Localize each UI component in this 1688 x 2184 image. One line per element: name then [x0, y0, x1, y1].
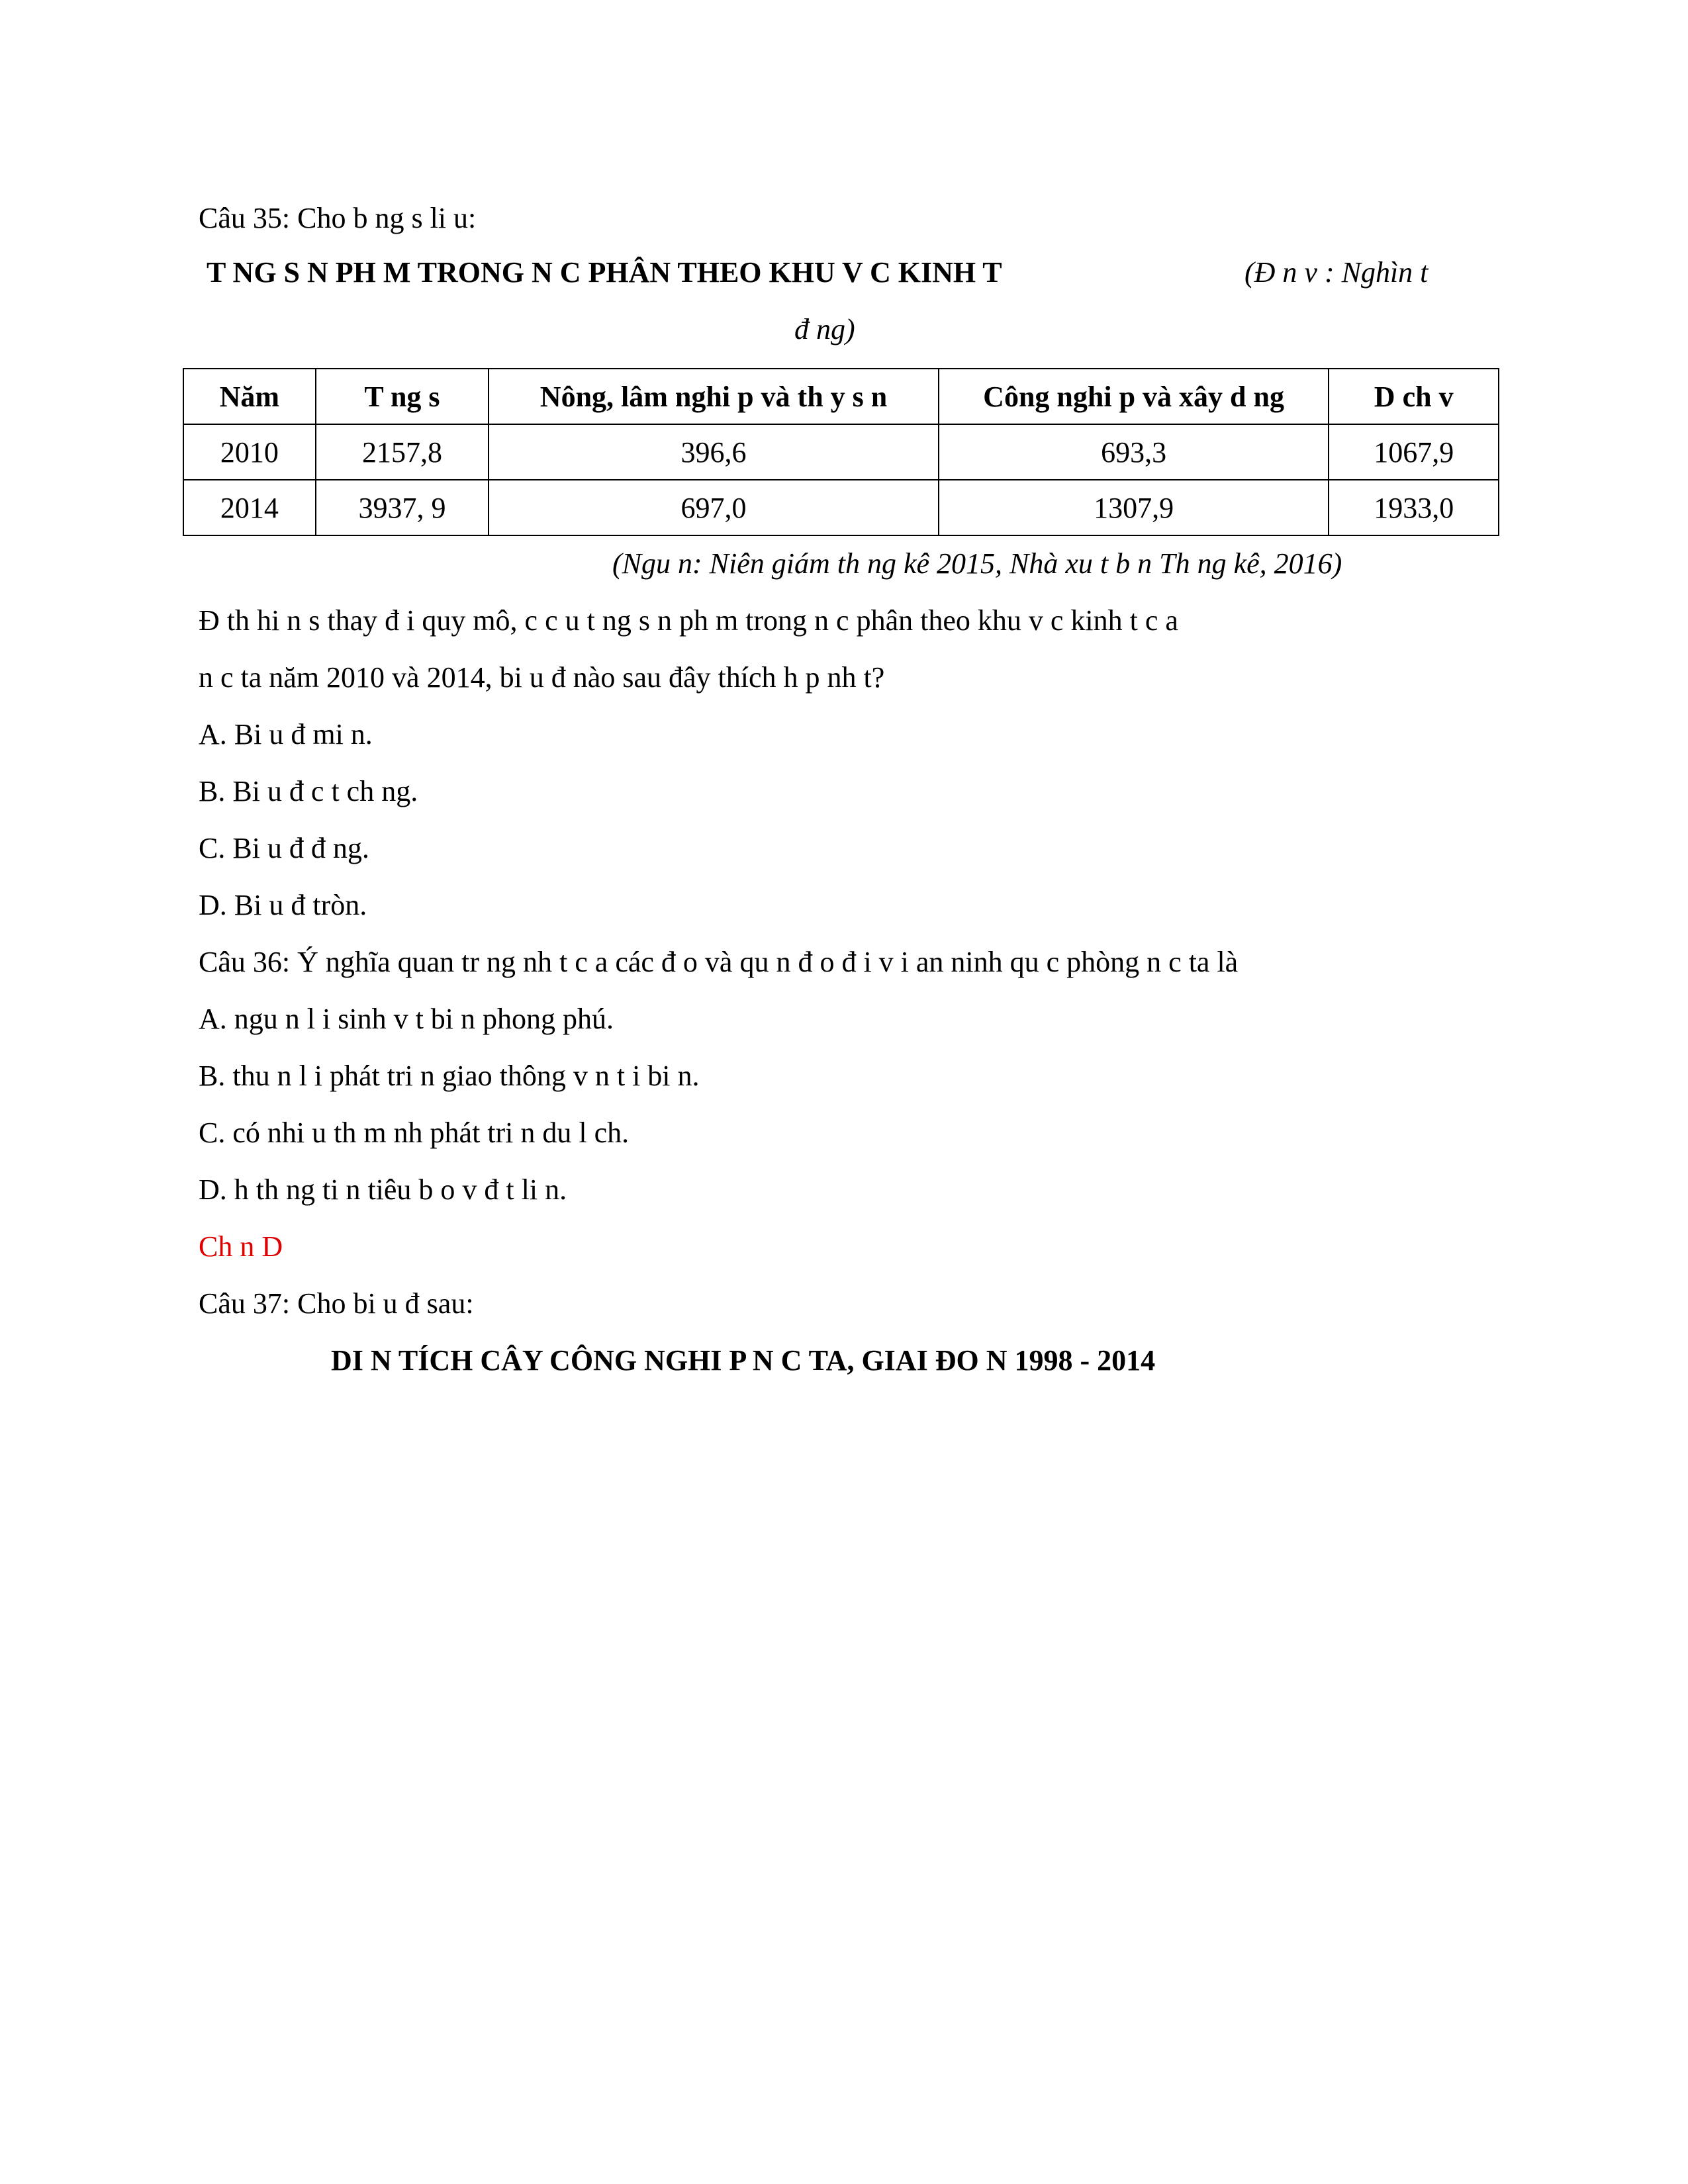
cell-agriculture: 697,0	[489, 480, 939, 535]
cell-total: 2157,8	[316, 424, 489, 480]
header-total: T ng s	[316, 369, 489, 424]
cell-year: 2010	[183, 424, 316, 480]
q35-table-title: T NG S N PH M TRONG N C PHÂN THEO KHU V C KINH T	[207, 256, 1002, 289]
q35-question-line2: n c ta năm 2010 và 2014, bi u đ nào sau đây thích h p nh t?	[199, 661, 885, 694]
header-agriculture: Nông, lâm nghi p và th y s n	[489, 369, 939, 424]
q35-unit-label: (Đ n v : Nghìn t	[1244, 256, 1429, 289]
q35-question-line1: Đ th hi n s thay đ i quy mô, c c u t ng s n ph m trong n c phân theo khu v c kinh t c a	[199, 604, 1178, 637]
cell-industry: 693,3	[939, 424, 1329, 480]
table-header-row	[183, 369, 1499, 424]
table-row	[183, 480, 1499, 535]
cell-services: 1933,0	[1329, 480, 1499, 535]
cell-year: 2014	[183, 480, 316, 535]
cell-agriculture: 396,6	[489, 424, 939, 480]
cell-services: 1067,9	[1329, 424, 1499, 480]
table-row	[183, 424, 1499, 480]
cell-total: 3937, 9	[316, 480, 489, 535]
q37-prompt: Câu 37: Cho bi u đ sau:	[199, 1287, 474, 1320]
q35-option-a: A. Bi u đ mi n.	[199, 718, 373, 751]
q35-source: (Ngu n: Niên giám th ng kê 2015, Nhà xu t b n Th ng kê, 2016)	[612, 547, 1342, 580]
header-industry: Công nghi p và xây d ng	[939, 369, 1329, 424]
q35-option-b: B. Bi u đ c t ch ng.	[199, 775, 418, 807]
q35-option-d: D. Bi u đ tròn.	[199, 889, 367, 921]
cell-industry: 1307,9	[939, 480, 1329, 535]
q35-prompt: Câu 35: Cho b ng s li u:	[199, 202, 477, 234]
header-year: Năm	[183, 369, 316, 424]
q36-option-a: A. ngu n l i sinh v t bi n phong phú.	[199, 1003, 614, 1035]
q36-option-b: B. thu n l i phát tri n giao thông v n t i bi n.	[199, 1060, 700, 1092]
q36-answer: Ch n D	[199, 1230, 283, 1263]
q35-unit-label-cont: đ ng)	[794, 313, 855, 345]
header-services: D ch v	[1329, 369, 1499, 424]
q36-option-c: C. có nhi u th m nh phát tri n du l ch.	[199, 1116, 630, 1149]
q36-option-d: D. h th ng ti n tiêu b o v đ t li n.	[199, 1173, 567, 1206]
q37-chart-title: DI N TÍCH CÂY CÔNG NGHI P N C TA, GIAI ĐO N 1998 - 2014	[331, 1344, 1156, 1377]
q35-option-c: C. Bi u đ đ ng.	[199, 832, 369, 864]
gdp-table	[183, 368, 1499, 536]
q36-prompt: Câu 36: Ý nghĩa quan tr ng nh t c a các đ o và qu n đ o đ i v i an ninh qu c phòng n c ta là	[199, 946, 1239, 978]
